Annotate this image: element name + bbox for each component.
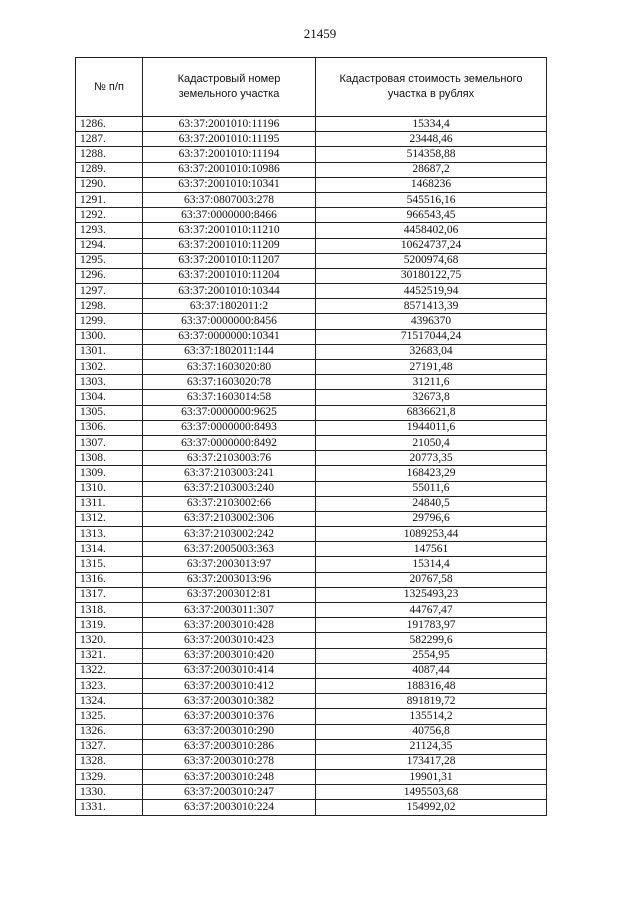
cadastral-value: 1089253,44 bbox=[316, 527, 547, 542]
cadastral-number: 63:37:0000000:8492 bbox=[143, 435, 316, 450]
row-number: 1295. bbox=[76, 253, 143, 268]
header-number-label: № п/п bbox=[94, 80, 124, 93]
cadastral-number: 63:37:2103002:66 bbox=[143, 496, 316, 511]
cadastral-number: 63:37:1603020:80 bbox=[143, 360, 316, 375]
cadastral-number: 63:37:2001010:11207 bbox=[143, 253, 316, 268]
cadastral-number: 63:37:2003010:224 bbox=[143, 800, 316, 815]
cadastral-value: 1944011,6 bbox=[316, 420, 547, 435]
cadastral-number: 63:37:2003010:278 bbox=[143, 754, 316, 769]
table-row bbox=[76, 557, 547, 572]
header-cadastral-number bbox=[143, 58, 316, 117]
table-row bbox=[76, 648, 547, 663]
table-row bbox=[76, 299, 547, 314]
row-number: 1325. bbox=[76, 709, 143, 724]
row-number: 1317. bbox=[76, 587, 143, 602]
table-row bbox=[76, 390, 547, 405]
table-row bbox=[76, 496, 547, 511]
row-number: 1318. bbox=[76, 603, 143, 618]
header-cadastral-value bbox=[316, 58, 547, 117]
row-number: 1301. bbox=[76, 344, 143, 359]
row-number: 1297. bbox=[76, 284, 143, 299]
table-row bbox=[76, 754, 547, 769]
table-row bbox=[76, 117, 547, 132]
cadastral-value: 545516,16 bbox=[316, 192, 547, 207]
row-number: 1305. bbox=[76, 405, 143, 420]
row-number: 1292. bbox=[76, 208, 143, 223]
cadastral-number: 63:37:2003010:376 bbox=[143, 709, 316, 724]
cadastral-number: 63:37:2003010:248 bbox=[143, 770, 316, 785]
table-row bbox=[76, 253, 547, 268]
cadastral-value: 24840,5 bbox=[316, 496, 547, 511]
cadastral-value: 20773,35 bbox=[316, 451, 547, 466]
cadastral-number: 63:37:2003010:420 bbox=[143, 648, 316, 663]
cadastral-number: 63:37:0000000:10341 bbox=[143, 329, 316, 344]
cadastral-value: 20767,58 bbox=[316, 572, 547, 587]
cadastral-value: 4452519,94 bbox=[316, 284, 547, 299]
row-number: 1319. bbox=[76, 618, 143, 633]
cadastral-value: 168423,29 bbox=[316, 466, 547, 481]
cadastral-value: 15314,4 bbox=[316, 557, 547, 572]
row-number: 1287. bbox=[76, 132, 143, 147]
table-row bbox=[76, 405, 547, 420]
cadastral-value: 4087,44 bbox=[316, 663, 547, 678]
cadastral-value: 71517044,24 bbox=[316, 329, 547, 344]
row-number: 1309. bbox=[76, 466, 143, 481]
table-row bbox=[76, 527, 547, 542]
header-cadastral-label: Кадастровый номер земельного участка bbox=[177, 73, 281, 100]
cadastral-number: 63:37:2003011:307 bbox=[143, 603, 316, 618]
row-number: 1321. bbox=[76, 648, 143, 663]
table-row bbox=[76, 238, 547, 253]
row-number: 1296. bbox=[76, 268, 143, 283]
cadastral-number: 63:37:2003010:423 bbox=[143, 633, 316, 648]
cadastral-value: 173417,28 bbox=[316, 754, 547, 769]
table-row bbox=[76, 284, 547, 299]
row-number: 1293. bbox=[76, 223, 143, 238]
table-row bbox=[76, 466, 547, 481]
table-row bbox=[76, 481, 547, 496]
row-number: 1329. bbox=[76, 770, 143, 785]
row-number: 1323. bbox=[76, 678, 143, 693]
cadastral-value: 4396370 bbox=[316, 314, 547, 329]
row-number: 1330. bbox=[76, 785, 143, 800]
cadastral-value: 514358,88 bbox=[316, 147, 547, 162]
row-number: 1312. bbox=[76, 511, 143, 526]
cadastral-number: 63:37:2001010:11194 bbox=[143, 147, 316, 162]
cadastral-value: 29796,6 bbox=[316, 511, 547, 526]
table-row bbox=[76, 451, 547, 466]
table-body bbox=[76, 117, 547, 816]
row-number: 1328. bbox=[76, 754, 143, 769]
cadastral-value: 30180122,75 bbox=[316, 268, 547, 283]
table-row bbox=[76, 800, 547, 815]
row-number: 1294. bbox=[76, 238, 143, 253]
table-row bbox=[76, 344, 547, 359]
row-number: 1320. bbox=[76, 633, 143, 648]
cadastral-value: 154992,02 bbox=[316, 800, 547, 815]
cadastral-value: 15334,4 bbox=[316, 117, 547, 132]
cadastral-value: 8571413,39 bbox=[316, 299, 547, 314]
cadastral-value: 23448,46 bbox=[316, 132, 547, 147]
cadastral-value: 21050,4 bbox=[316, 435, 547, 450]
cadastral-number: 63:37:2005003:363 bbox=[143, 542, 316, 557]
cadastral-number: 63:37:2001010:11195 bbox=[143, 132, 316, 147]
cadastral-value: 891819,72 bbox=[316, 694, 547, 709]
header-value-label: Кадастровая стоимость земельного участка в рублях bbox=[339, 73, 523, 100]
row-number: 1315. bbox=[76, 557, 143, 572]
row-number: 1299. bbox=[76, 314, 143, 329]
cadastral-number: 63:37:2003013:97 bbox=[143, 557, 316, 572]
cadastral-value: 147561 bbox=[316, 542, 547, 557]
cadastral-value: 1468236 bbox=[316, 177, 547, 192]
cadastral-number: 63:37:1603020:78 bbox=[143, 375, 316, 390]
table-row bbox=[76, 132, 547, 147]
table-row bbox=[76, 420, 547, 435]
table-row bbox=[76, 618, 547, 633]
row-number: 1289. bbox=[76, 162, 143, 177]
cadastral-value: 21124,35 bbox=[316, 739, 547, 754]
row-number: 1314. bbox=[76, 542, 143, 557]
cadastral-value: 966543,45 bbox=[316, 208, 547, 223]
table-row bbox=[76, 572, 547, 587]
table-row bbox=[76, 192, 547, 207]
row-number: 1302. bbox=[76, 360, 143, 375]
row-number: 1310. bbox=[76, 481, 143, 496]
cadastral-number: 63:37:0000000:8456 bbox=[143, 314, 316, 329]
table-row bbox=[76, 360, 547, 375]
cadastral-value: 135514,2 bbox=[316, 709, 547, 724]
table-row bbox=[76, 694, 547, 709]
row-number: 1331. bbox=[76, 800, 143, 815]
table-row bbox=[76, 633, 547, 648]
cadastral-value: 191783,97 bbox=[316, 618, 547, 633]
row-number: 1316. bbox=[76, 572, 143, 587]
table-row bbox=[76, 147, 547, 162]
row-number: 1300. bbox=[76, 329, 143, 344]
cadastral-number: 63:37:2003010:428 bbox=[143, 618, 316, 633]
cadastral-value: 28687,2 bbox=[316, 162, 547, 177]
cadastral-number: 63:37:2001010:11210 bbox=[143, 223, 316, 238]
table-row bbox=[76, 770, 547, 785]
cadastral-number: 63:37:1802011:144 bbox=[143, 344, 316, 359]
row-number: 1303. bbox=[76, 375, 143, 390]
cadastral-value: 19901,31 bbox=[316, 770, 547, 785]
cadastral-number: 63:37:2103002:306 bbox=[143, 511, 316, 526]
table-row bbox=[76, 709, 547, 724]
table-row bbox=[76, 223, 547, 238]
cadastral-number: 63:37:0000000:8466 bbox=[143, 208, 316, 223]
cadastral-value: 5200974,68 bbox=[316, 253, 547, 268]
cadastral-number: 63:37:2001010:10986 bbox=[143, 162, 316, 177]
table-row bbox=[76, 663, 547, 678]
cadastral-number: 63:37:2001010:11209 bbox=[143, 238, 316, 253]
cadastral-value: 32683,04 bbox=[316, 344, 547, 359]
cadastral-number: 63:37:2001010:11204 bbox=[143, 268, 316, 283]
cadastral-value: 2554,95 bbox=[316, 648, 547, 663]
cadastral-value: 1325493,23 bbox=[316, 587, 547, 602]
table-row bbox=[76, 329, 547, 344]
cadastral-number: 63:37:2003012:81 bbox=[143, 587, 316, 602]
header-number bbox=[76, 58, 143, 117]
row-number: 1313. bbox=[76, 527, 143, 542]
cadastral-number: 63:37:2001010:11196 bbox=[143, 117, 316, 132]
cadastral-value: 582299,6 bbox=[316, 633, 547, 648]
cadastral-number: 63:37:2003010:412 bbox=[143, 678, 316, 693]
table-row bbox=[76, 268, 547, 283]
cadastral-number: 63:37:2103003:76 bbox=[143, 451, 316, 466]
row-number: 1304. bbox=[76, 390, 143, 405]
row-number: 1324. bbox=[76, 694, 143, 709]
cadastral-number: 63:37:0000000:9625 bbox=[143, 405, 316, 420]
cadastral-value: 6836621,8 bbox=[316, 405, 547, 420]
row-number: 1326. bbox=[76, 724, 143, 739]
cadastral-value: 32673,8 bbox=[316, 390, 547, 405]
row-number: 1290. bbox=[76, 177, 143, 192]
cadastral-number: 63:37:2103003:240 bbox=[143, 481, 316, 496]
table-row bbox=[76, 724, 547, 739]
table-row bbox=[76, 177, 547, 192]
table-row bbox=[76, 435, 547, 450]
table-row bbox=[76, 587, 547, 602]
cadastral-value: 31211,6 bbox=[316, 375, 547, 390]
cadastral-number: 63:37:2001010:10344 bbox=[143, 284, 316, 299]
table-row bbox=[76, 603, 547, 618]
cadastral-value: 188316,48 bbox=[316, 678, 547, 693]
row-number: 1308. bbox=[76, 451, 143, 466]
table-header bbox=[76, 58, 547, 117]
cadastral-number: 63:37:2103002:242 bbox=[143, 527, 316, 542]
table-row bbox=[76, 314, 547, 329]
cadastral-number: 63:37:1603014:58 bbox=[143, 390, 316, 405]
row-number: 1288. bbox=[76, 147, 143, 162]
cadastral-number: 63:37:2003010:414 bbox=[143, 663, 316, 678]
row-number: 1307. bbox=[76, 435, 143, 450]
row-number: 1306. bbox=[76, 420, 143, 435]
cadastral-value: 1495503,68 bbox=[316, 785, 547, 800]
row-number: 1311. bbox=[76, 496, 143, 511]
row-number: 1298. bbox=[76, 299, 143, 314]
cadastral-value: 44767,47 bbox=[316, 603, 547, 618]
table-row bbox=[76, 511, 547, 526]
cadastral-value: 4458402,06 bbox=[316, 223, 547, 238]
row-number: 1327. bbox=[76, 739, 143, 754]
cadastral-number: 63:37:1802011:2 bbox=[143, 299, 316, 314]
cadastral-number: 63:37:2003010:286 bbox=[143, 739, 316, 754]
row-number: 1291. bbox=[76, 192, 143, 207]
cadastral-number: 63:37:2103003:241 bbox=[143, 466, 316, 481]
cadastral-number: 63:37:2003010:290 bbox=[143, 724, 316, 739]
cadastral-value: 55011,6 bbox=[316, 481, 547, 496]
cadastral-number: 63:37:0000000:8493 bbox=[143, 420, 316, 435]
page-number: 21459 bbox=[303, 26, 337, 41]
header-row bbox=[76, 58, 547, 117]
cadastral-value-table bbox=[75, 57, 547, 816]
cadastral-number: 63:37:2003010:247 bbox=[143, 785, 316, 800]
table-row bbox=[76, 162, 547, 177]
cadastral-value: 40756,8 bbox=[316, 724, 547, 739]
cadastral-value: 27191,48 bbox=[316, 360, 547, 375]
table-row bbox=[76, 542, 547, 557]
cadastral-number: 63:37:2003010:382 bbox=[143, 694, 316, 709]
table-row bbox=[76, 678, 547, 693]
table-row bbox=[76, 739, 547, 754]
cadastral-number: 63:37:2003013:96 bbox=[143, 572, 316, 587]
cadastral-value: 10624737,24 bbox=[316, 238, 547, 253]
table-row bbox=[76, 375, 547, 390]
table-row bbox=[76, 785, 547, 800]
table-row bbox=[76, 208, 547, 223]
row-number: 1286. bbox=[76, 117, 143, 132]
cadastral-number: 63:37:2001010:10341 bbox=[143, 177, 316, 192]
cadastral-number: 63:37:0807003:278 bbox=[143, 192, 316, 207]
row-number: 1322. bbox=[76, 663, 143, 678]
